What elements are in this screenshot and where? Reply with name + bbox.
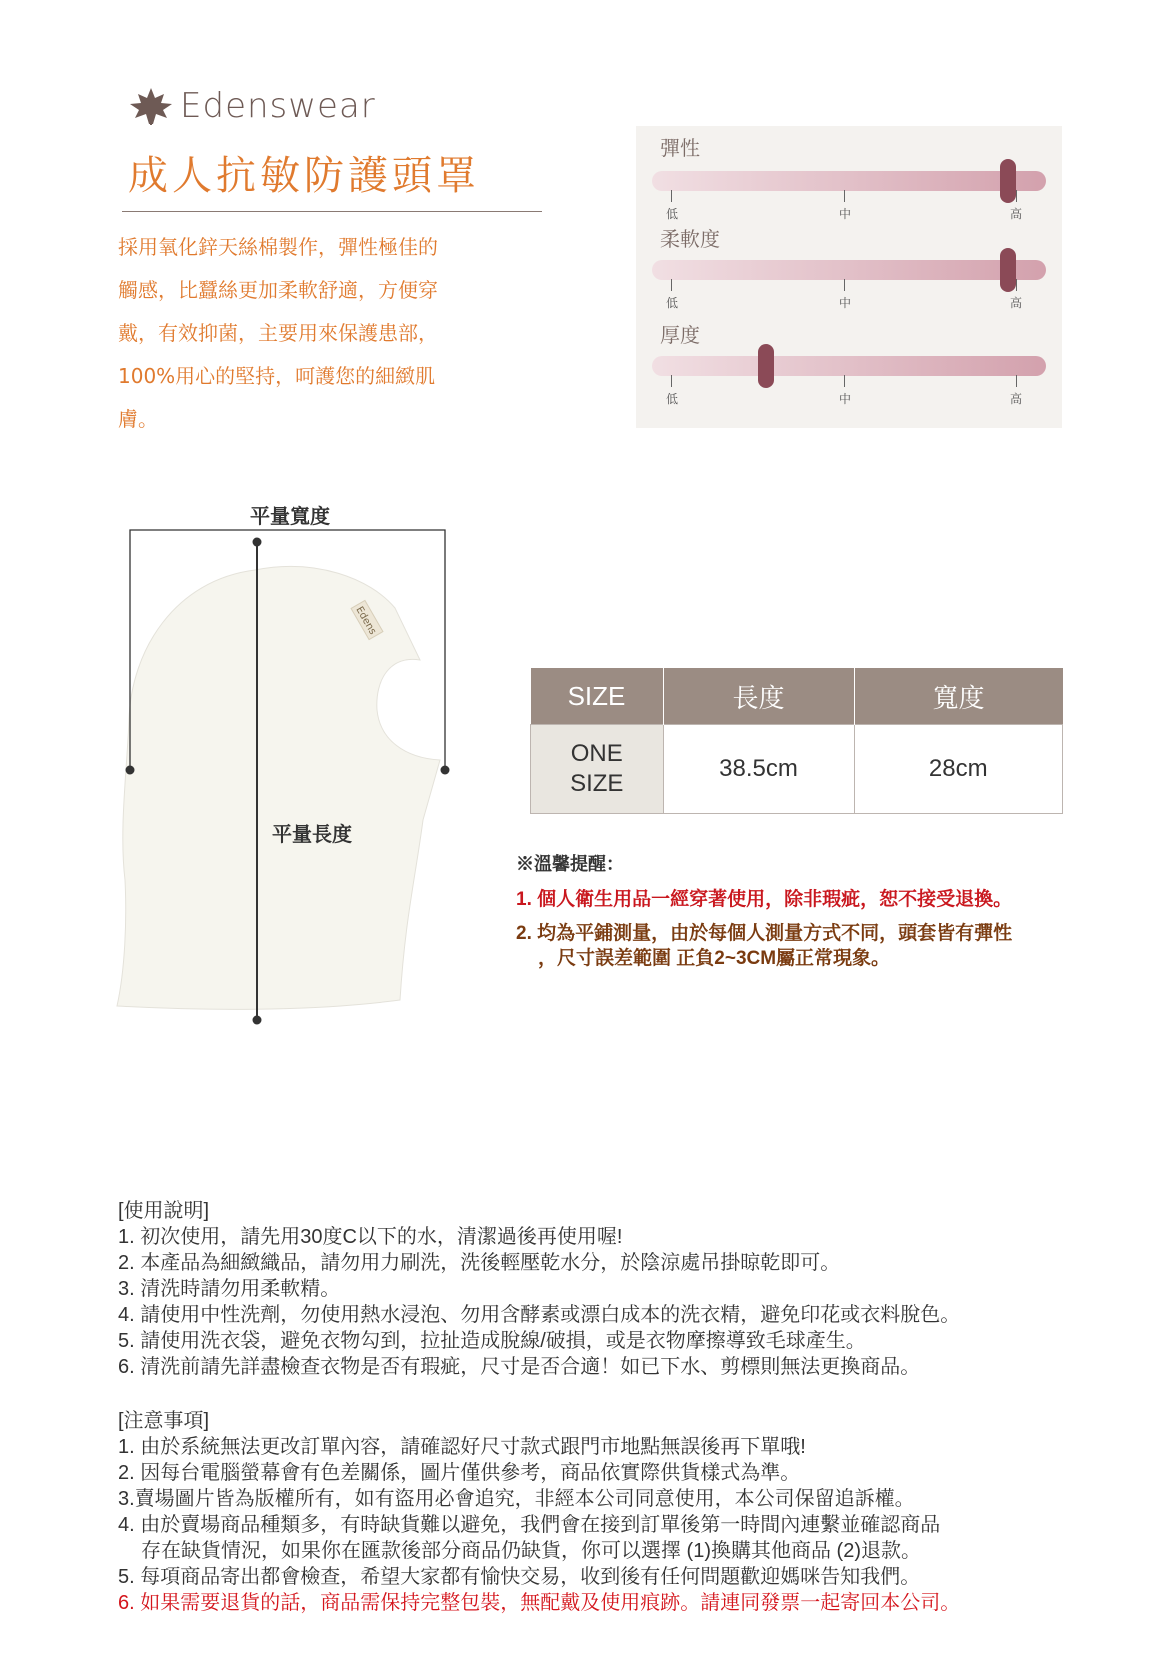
reminder-item-1: 1. 個人衛生用品一經穿著使用，除非瑕疵，恕不接受退換。 xyxy=(516,889,1013,910)
tick-label-high: 高 xyxy=(1010,392,1023,406)
tick-label-mid: 中 xyxy=(839,207,852,221)
rating-label-elasticity: 彈性 xyxy=(660,136,700,160)
tick-low xyxy=(671,279,672,291)
table-row xyxy=(531,725,1063,814)
brand-name: Edenswear xyxy=(180,86,376,126)
header-size: SIZE xyxy=(531,668,664,725)
tick-mid xyxy=(844,190,845,202)
list-item: 1. 初次使用，請先用30度C以下的水，清潔過後再使用喔! xyxy=(118,1226,623,1248)
notes-heading: [注意事項] xyxy=(118,1410,210,1432)
reminder-item-2-line2: ，尺寸誤差範圍 正負2~3CM屬正常現象。 xyxy=(538,948,891,969)
reminder-title: ※溫馨提醒： xyxy=(516,854,624,874)
brand-logo xyxy=(128,86,376,126)
tick-low xyxy=(671,190,672,202)
description-line: 膚。 xyxy=(118,407,158,431)
usage-instructions xyxy=(118,1198,1068,1380)
tick-label-high: 高 xyxy=(1010,207,1023,221)
list-item: 3. 清洗時請勿用柔軟精。 xyxy=(118,1278,341,1300)
flat-width-label: 平量寬度 xyxy=(250,504,330,528)
tick-label-low: 低 xyxy=(666,207,679,221)
length-point-bottom xyxy=(253,1016,262,1025)
description-line: 採用氧化鋅天絲棉製作，彈性極佳的 xyxy=(118,235,438,259)
list-item: 4. 請使用中性洗劑，勿使用熱水浸泡、勿用含酵素或漂白成本的洗衣精，避免印花或衣料脫色。 xyxy=(118,1304,961,1326)
usage-heading: [使用說明] xyxy=(118,1200,210,1222)
rating-knob-elasticity xyxy=(1000,159,1016,203)
list-item-continued: 存在缺貨情況，如果你在匯款後部分商品仍缺貨，你可以選擇 (1)換購其他商品 (2)退款。 xyxy=(141,1540,921,1562)
header-length: 長度 xyxy=(663,668,854,725)
tick-label-mid: 中 xyxy=(839,392,852,406)
tick-high xyxy=(1016,190,1017,202)
tick-high xyxy=(1016,279,1017,291)
rating-label-thickness: 厚度 xyxy=(660,323,700,347)
list-item: 3.賣場圖片皆為版權所有，如有盜用必會追究，非經本公司同意使用，本公司保留追訴權。 xyxy=(118,1488,915,1510)
hood-measurement-diagram xyxy=(105,500,485,1040)
list-item: 1. 由於系統無法更改訂單內容，請確認好尺寸款式跟門市地點無誤後再下單哦! xyxy=(118,1436,806,1458)
tick-low xyxy=(671,375,672,387)
list-item: 4. 由於賣場商品種類多，有時缺貨難以避免，我們會在接到訂單後第一時間內連繫並確認商品 xyxy=(118,1514,941,1536)
size-value-line1: ONE xyxy=(570,740,623,767)
reminder-box xyxy=(516,850,1076,971)
list-item: 5. 每項商品寄出都會檢查，希望大家都有愉快交易，收到後有任何問題歡迎媽咪告知我們。 xyxy=(118,1566,921,1588)
length-point-top xyxy=(253,538,262,547)
size-cell xyxy=(531,725,664,814)
maple-leaf-logo-icon xyxy=(128,86,174,126)
list-item-return-policy: 6. 如果需要退貨的話，商品需保持完整包裝，無配戴及使用痕跡。請連同發票一起寄回本公司。 xyxy=(118,1592,961,1614)
list-item: 5. 請使用洗衣袋，避免衣物勾到，拉扯造成脫線/破損，或是衣物摩擦導致毛球產生。 xyxy=(118,1330,866,1352)
rating-track-thickness xyxy=(652,356,1046,376)
description-line: 100%用心的堅持，呵護您的細緻肌 xyxy=(118,364,436,388)
list-item: 2. 本產品為細緻織品，請勿用力刷洗，洗後輕壓乾水分，於陰涼處吊掛晾乾即可。 xyxy=(118,1252,841,1274)
tick-high xyxy=(1016,375,1017,387)
product-title: 成人抗敏防護頭罩 xyxy=(128,153,480,199)
description-line: 觸感，比蠶絲更加柔軟舒適，方便穿 xyxy=(118,278,438,302)
rating-label-softness: 柔軟度 xyxy=(660,227,720,251)
hood-shape xyxy=(117,566,440,1009)
size-table-header-row xyxy=(531,668,1063,725)
product-description xyxy=(118,226,528,441)
header-width: 寬度 xyxy=(854,668,1063,725)
list-item: 2. 因每台電腦螢幕會有色差關係，圖片僅供參考，商品依實際供貨樣式為準。 xyxy=(118,1462,801,1484)
feature-ratings-panel xyxy=(636,126,1062,428)
size-table xyxy=(530,668,1063,814)
tick-label-low: 低 xyxy=(666,296,679,310)
flat-length-label: 平量長度 xyxy=(272,822,352,846)
tick-mid xyxy=(844,375,845,387)
tick-label-mid: 中 xyxy=(839,296,852,310)
rating-track-elasticity xyxy=(652,171,1046,191)
tick-label-high: 高 xyxy=(1010,296,1023,310)
rating-track-softness xyxy=(652,260,1046,280)
rating-knob-softness xyxy=(1000,248,1016,292)
width-value: 28cm xyxy=(854,725,1063,814)
size-value-line2: SIZE xyxy=(570,770,624,797)
width-point-left xyxy=(126,766,135,775)
reminder-item-2 xyxy=(516,921,1076,971)
rating-knob-thickness xyxy=(758,344,774,388)
title-divider xyxy=(122,211,542,212)
notes-section xyxy=(118,1408,1068,1616)
brand-tag-text: Edens xyxy=(353,604,379,637)
width-point-right xyxy=(441,766,450,775)
reminder-item-2-line1: 2. 均為平鋪測量，由於每個人測量方式不同，頭套皆有彈性 xyxy=(516,923,1013,944)
tick-label-low: 低 xyxy=(666,392,679,406)
description-line: 戴，有效抑菌，主要用來保護患部， xyxy=(118,321,438,345)
list-item: 6. 清洗前請先詳盡檢查衣物是否有瑕疵，尺寸是否合適！如已下水、剪標則無法更換商品。 xyxy=(118,1356,921,1378)
length-value: 38.5cm xyxy=(663,725,854,814)
tick-mid xyxy=(844,279,845,291)
